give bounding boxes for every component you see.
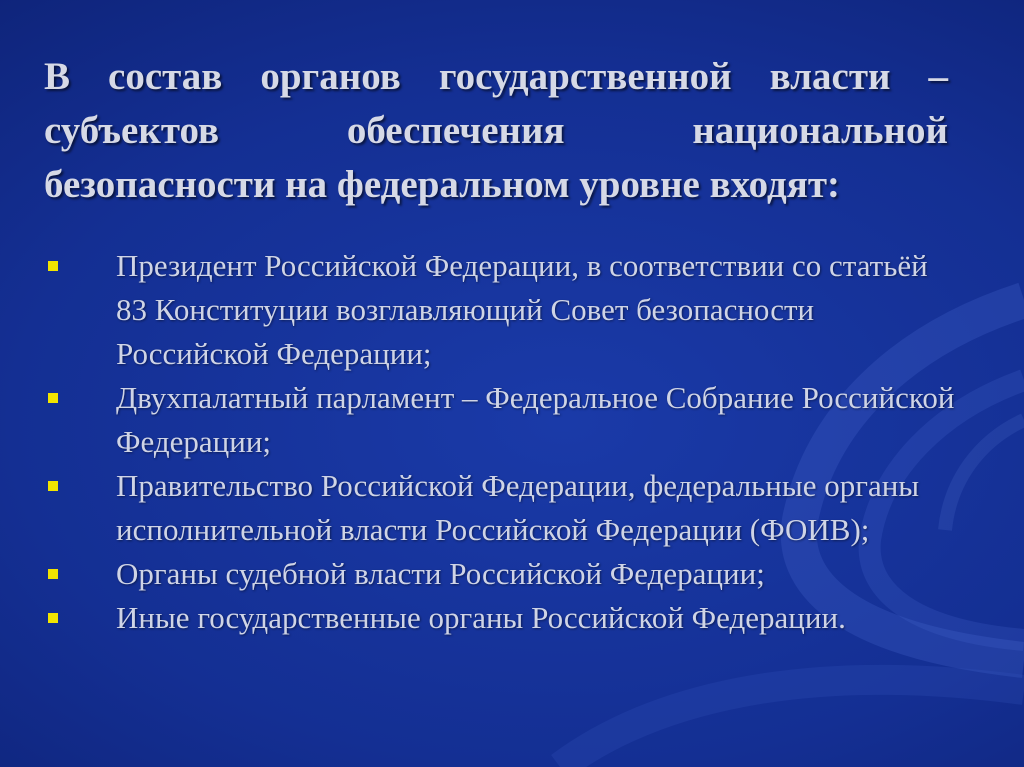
list-item-text: Правительство Российской Федерации, федеральные органы исполнительной власти Российской Федерации (ФОИВ);	[116, 468, 920, 547]
square-bullet-icon	[48, 613, 58, 623]
list-item-text: Органы судебной власти Российской Федерации;	[116, 556, 765, 591]
list-item-text: Иные государственные органы Российской Федерации.	[116, 600, 846, 635]
list-item	[46, 244, 966, 376]
list-item	[46, 552, 966, 596]
bullet-list	[46, 244, 966, 640]
slide-title: В состав органов государственной власти – субъектов обеспечения национальной безопасности на федеральном уровне входят:	[44, 55, 948, 206]
list-item-text: Президент Российской Федерации, в соответствии со статьёй 83 Конституции возглавляющий Совет безопасности Российской Федерации;	[116, 248, 928, 371]
list-item	[46, 596, 966, 640]
list-item	[46, 464, 966, 552]
square-bullet-icon	[48, 261, 58, 271]
square-bullet-icon	[48, 481, 58, 491]
list-item-text: Двухпалатный парламент – Федеральное Собрание Российской Федерации;	[116, 380, 955, 459]
square-bullet-icon	[48, 569, 58, 579]
square-bullet-icon	[48, 393, 58, 403]
list-item	[46, 376, 966, 464]
